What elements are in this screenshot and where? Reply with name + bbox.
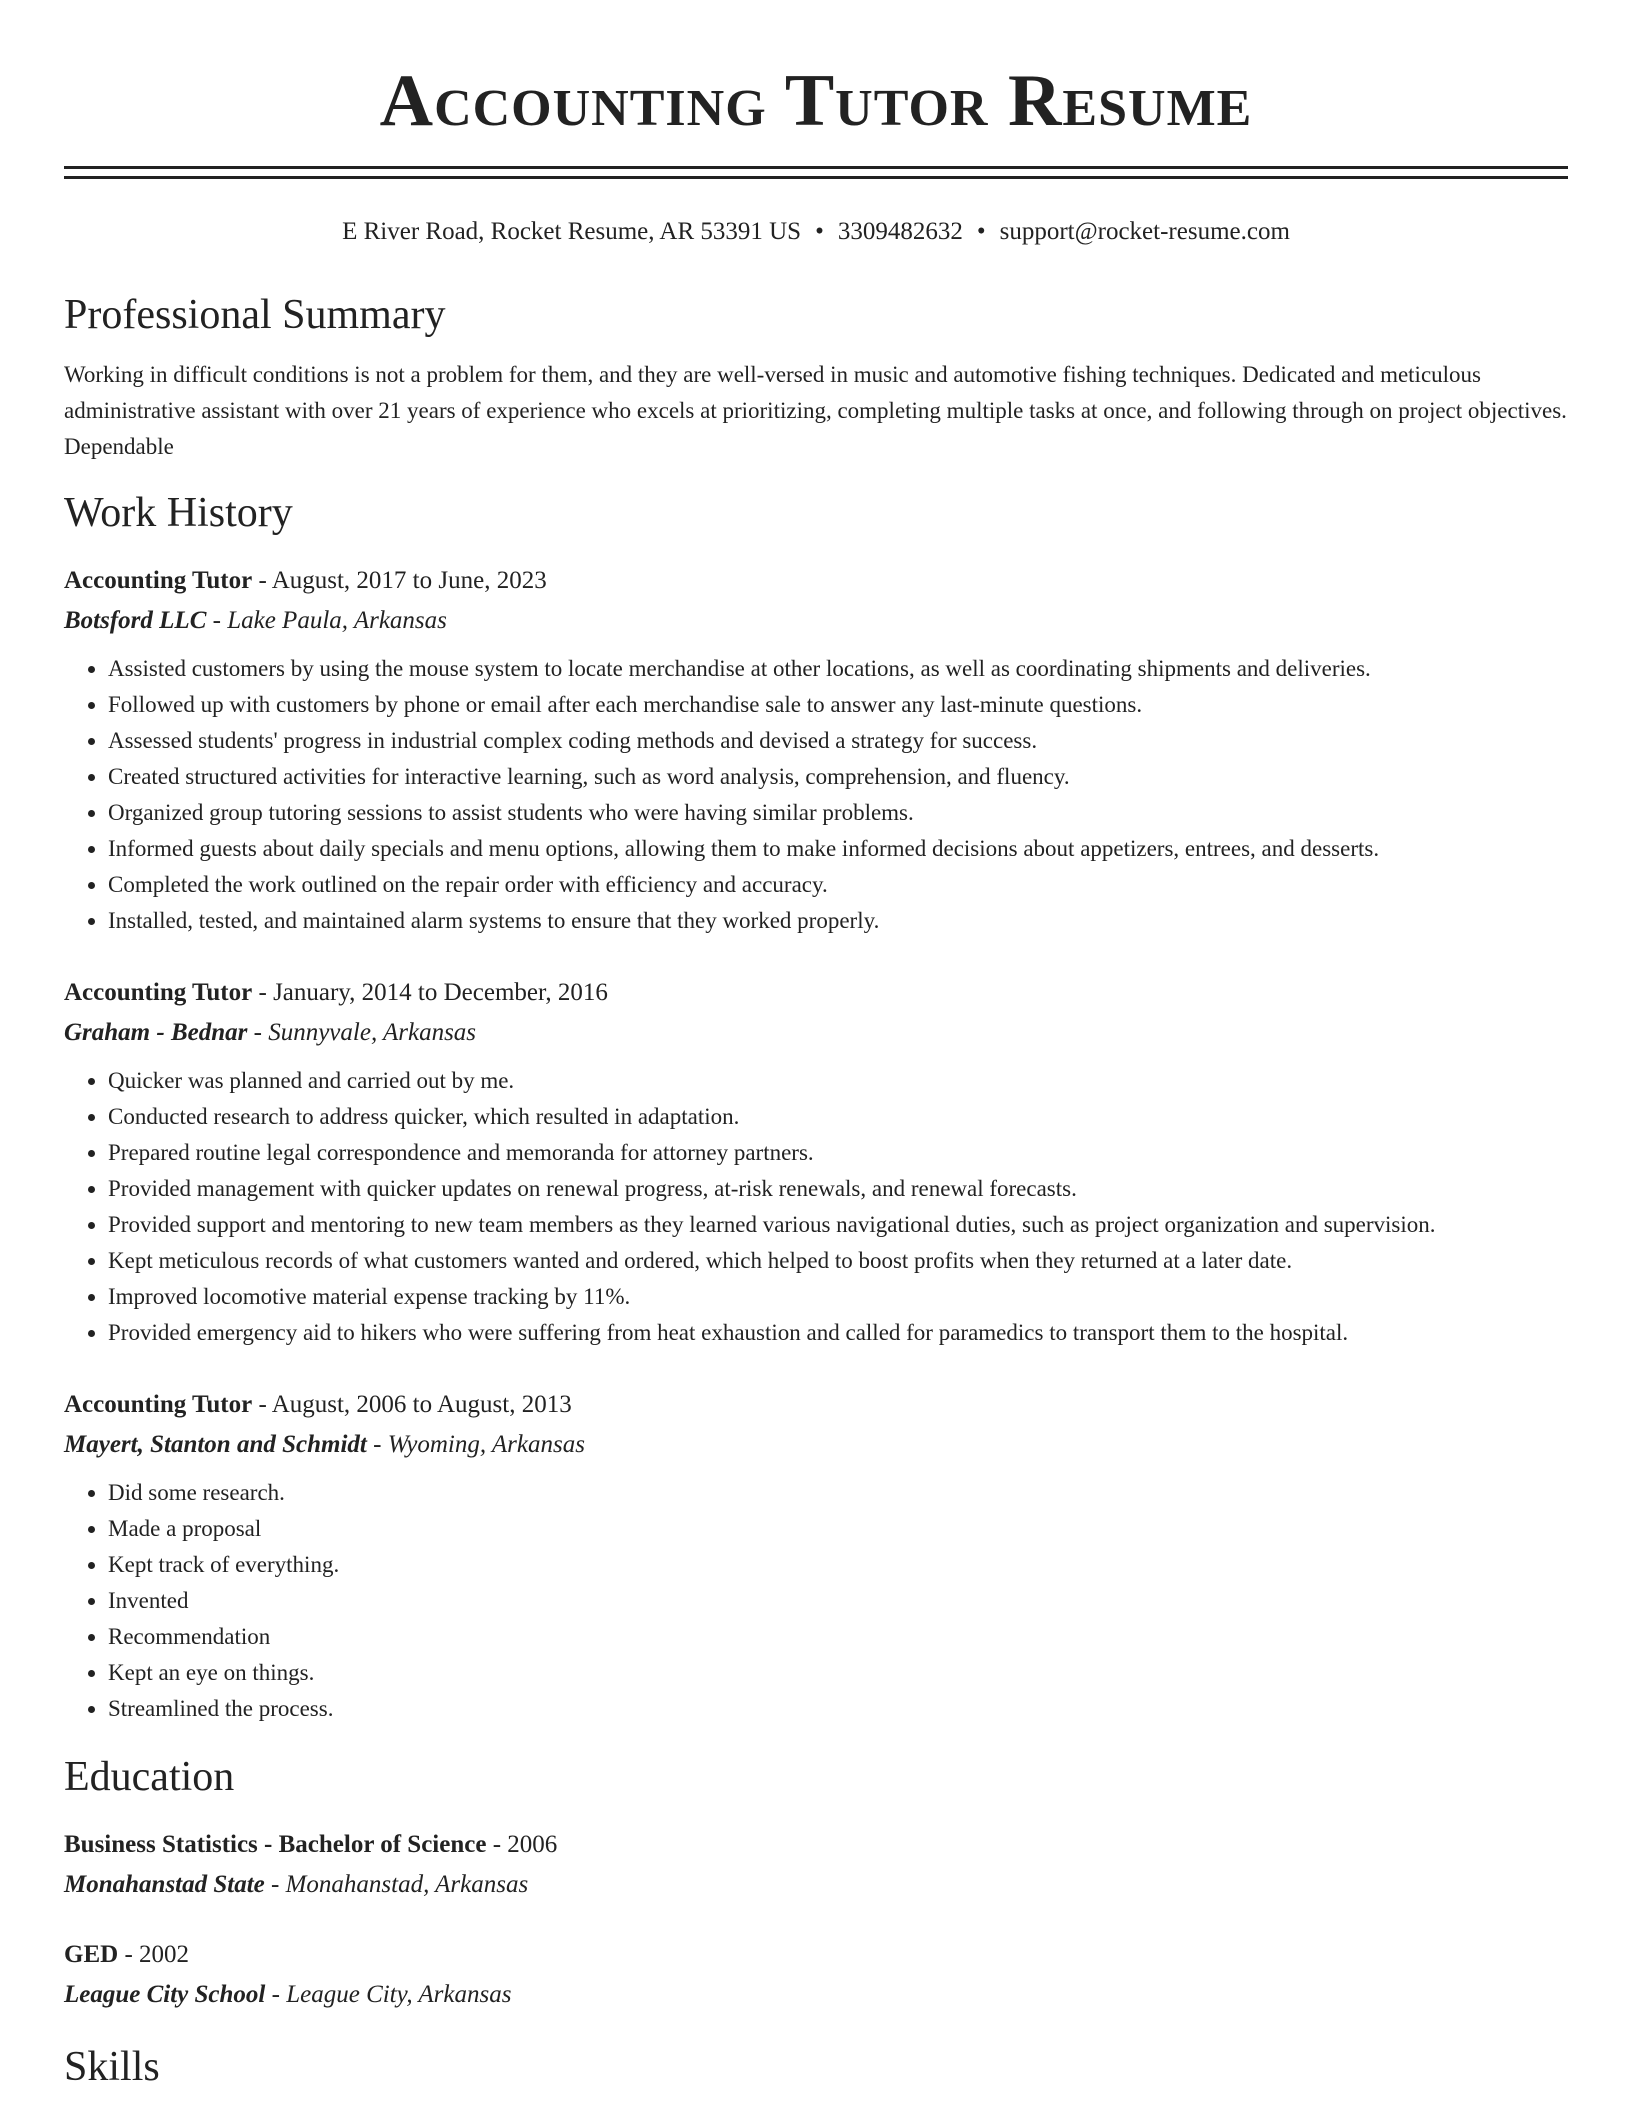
work-history-heading: Work History	[64, 490, 293, 536]
contact-separator: •	[815, 218, 824, 245]
job-bullet: • Informed guests about daily specials and menu options, allowing them to make informed decisions about appetizers, entrees, and desserts.	[108, 831, 1568, 867]
education-school-line: Monahanstad State - Monahanstad, Arkansas	[64, 1871, 529, 1898]
job-location: Lake Paula, Arkansas	[227, 607, 447, 634]
contact-address: E River Road, Rocket Resume, AR 53391 US	[342, 218, 802, 245]
contact-separator: •	[976, 218, 986, 245]
job-bullet: • Provided support and mentoring to new team members as they learned various navigational duties, such as project organization and supervision.	[108, 1207, 1568, 1243]
job-bullet: • Installed, tested, and maintained alarm systems to ensure that they worked properly.	[108, 903, 1568, 939]
job-bullet: • Kept track of everything.	[108, 1547, 1568, 1583]
job-bullet: • Provided management with quicker updates on renewal progress, at-risk renewals, and renewal forecasts.	[108, 1171, 1568, 1207]
job-company-line: Graham - Bednar - Sunnyvale, Arkansas	[64, 1019, 477, 1046]
education-year: 2006	[507, 1831, 558, 1858]
education-year: 2002	[139, 1941, 190, 1968]
education-entry	[64, 1935, 1568, 2015]
job-bullet: • Completed the work outlined on the repair order with efficiency and accuracy.	[108, 867, 1568, 903]
job-bullet: • Made a proposal	[108, 1511, 1568, 1547]
contact-phone: 3309482632	[837, 218, 963, 245]
summary-heading: Professional Summary	[64, 292, 446, 338]
job-bullet: • Improved locomotive material expense tracking by 11%.	[108, 1279, 1568, 1315]
education-degree-line: GED - 2002	[64, 1941, 190, 1968]
job-bullet: • Organized group tutoring sessions to assist students who were having similar problems.	[108, 795, 1568, 831]
title-rule-top	[64, 166, 1568, 169]
job-entry	[64, 561, 1568, 939]
education-location: Monahanstad, Arkansas	[285, 1871, 529, 1898]
job-bullet: • Conducted research to address quicker, which resulted in adaptation.	[108, 1099, 1568, 1135]
job-bullet: • Assessed students' progress in industrial complex coding methods and devised a strategy for success.	[108, 723, 1568, 759]
resume-title: Accounting Tutor Resume	[379, 60, 1253, 142]
education-degree-line: Business Statistics - Bachelor of Science - 2006	[64, 1831, 558, 1858]
job-company-line: Mayert, Stanton and Schmidt - Wyoming, Arkansas	[64, 1431, 585, 1458]
job-bullet: • Recommendation	[108, 1619, 1568, 1655]
job-bullet: • Assisted customers by using the mouse system to locate merchandise at other locations, as well as coordinating shipments and deliveries.	[108, 651, 1568, 687]
job-company: Botsford LLC	[64, 607, 207, 634]
job-bullets	[64, 1475, 1568, 1727]
job-location: Sunnyvale, Arkansas	[268, 1019, 477, 1046]
job-bullet: • Invented	[108, 1583, 1568, 1619]
job-dates: January, 2014 to December, 2016	[273, 979, 608, 1006]
job-bullet: • Provided emergency aid to hikers who were suffering from heat exhaustion and called for paramedics to transport them to the hospital.	[108, 1315, 1568, 1351]
job-title: Accounting Tutor	[64, 979, 253, 1006]
job-location: Wyoming, Arkansas	[387, 1431, 585, 1458]
job-company-line: Botsford LLC - Lake Paula, Arkansas	[64, 607, 447, 634]
job-bullets	[64, 651, 1568, 939]
education-location: League City, Arkansas	[286, 1981, 512, 2008]
job-entry	[64, 1385, 1568, 1727]
job-title: Accounting Tutor	[64, 567, 253, 594]
job-bullet: • Created structured activities for interactive learning, such as word analysis, comprehension, and fluency.	[108, 759, 1568, 795]
education-school: Monahanstad State	[64, 1871, 265, 1898]
job-dates: August, 2017 to June, 2023	[271, 567, 547, 594]
job-title: Accounting Tutor	[64, 1391, 253, 1418]
contact-email: support@rocket-resume.com	[999, 218, 1290, 245]
job-bullets	[64, 1063, 1568, 1351]
job-dates: August, 2006 to August, 2013	[271, 1391, 572, 1418]
education-heading: Education	[64, 1754, 235, 1800]
job-entry	[64, 973, 1568, 1351]
education-degree: GED	[64, 1941, 119, 1968]
job-bullet: • Did some research.	[108, 1475, 1568, 1511]
education-degree: Business Statistics - Bachelor of Science	[64, 1831, 487, 1858]
job-bullet: • Quicker was planned and carried out by me.	[108, 1063, 1568, 1099]
skills-heading: Skills	[64, 2044, 160, 2090]
job-bullet: • Prepared routine legal correspondence and memoranda for attorney partners.	[108, 1135, 1568, 1171]
job-bullet: • Streamlined the process.	[108, 1691, 1568, 1727]
contact-line	[64, 217, 1568, 247]
job-company: Graham - Bednar	[64, 1019, 248, 1046]
job-title-line: Accounting Tutor - August, 2006 to August, 2013	[64, 1391, 572, 1418]
job-bullet: • Kept meticulous records of what customers wanted and ordered, which helped to boost profits when they returned at a later date.	[108, 1243, 1568, 1279]
job-company: Mayert, Stanton and Schmidt	[64, 1431, 367, 1458]
education-school-line: League City School - League City, Arkansas	[64, 1981, 512, 2008]
summary-text: Working in difficult conditions is not a problem for them, and they are well-versed in music and automotive fishing techniques. Dedicated and meticulous administrative assistant with over 21 years of experience who excels at prioritizing, completing multiple tasks at once, and following through on project objectives. Dependable	[64, 362, 1567, 459]
title-rule-bottom	[64, 176, 1568, 179]
education-school: League City School	[64, 1981, 266, 2008]
job-bullet: • Kept an eye on things.	[108, 1655, 1568, 1691]
job-title-line: Accounting Tutor - August, 2017 to June, 2023	[64, 567, 547, 594]
job-bullet: • Followed up with customers by phone or email after each merchandise sale to answer any last-minute questions.	[108, 687, 1568, 723]
education-entry	[64, 1825, 1568, 1905]
job-title-line: Accounting Tutor - January, 2014 to December, 2016	[64, 979, 608, 1006]
